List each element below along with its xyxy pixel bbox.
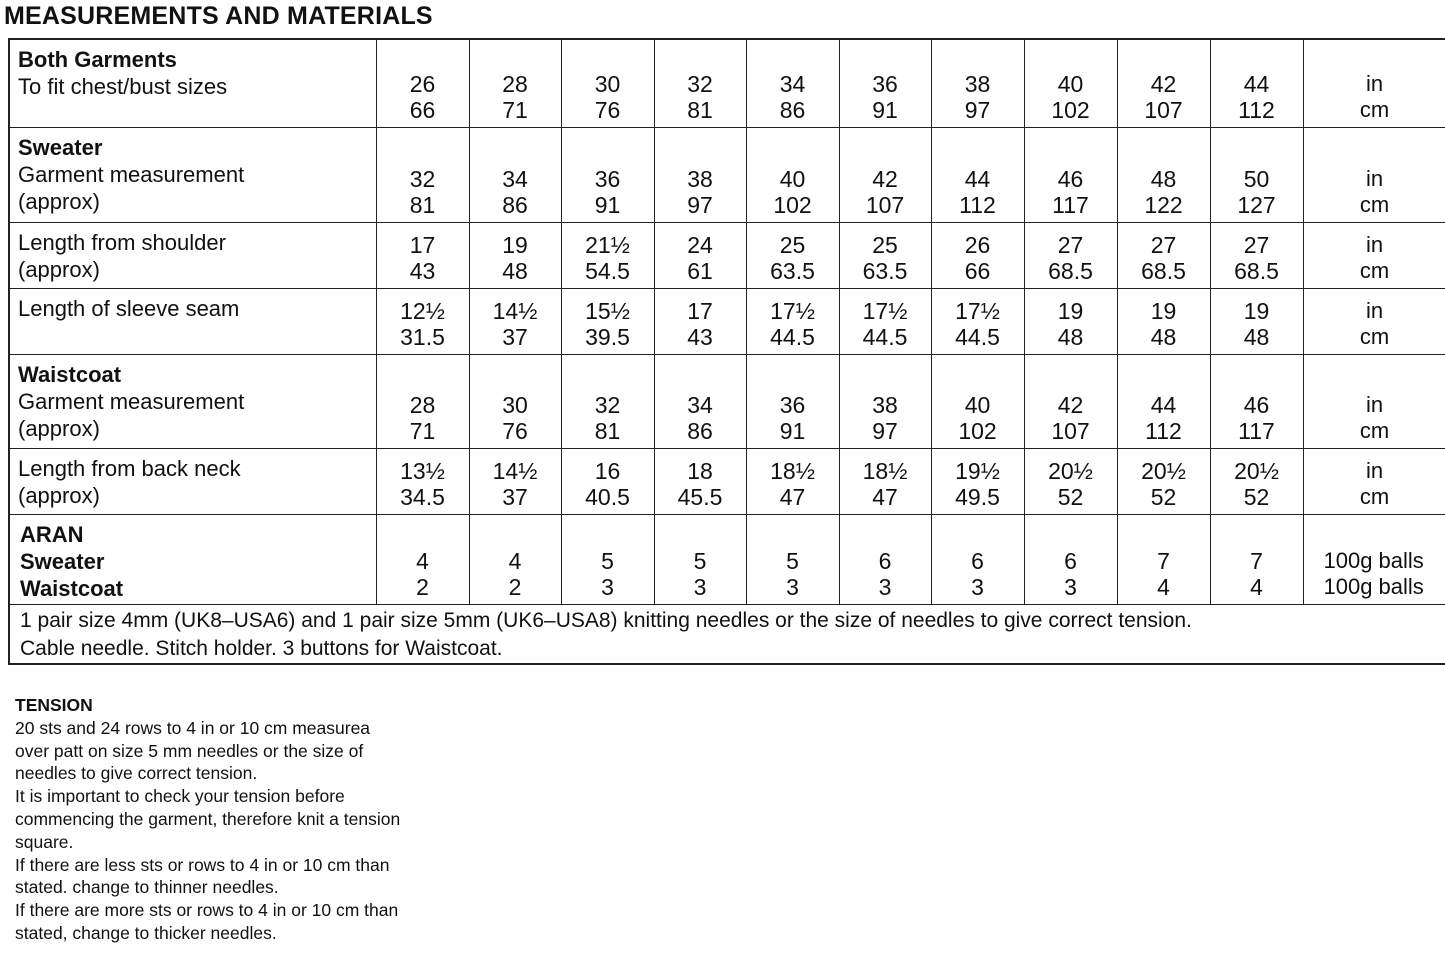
value-top: 32	[409, 165, 436, 192]
tension-heading: TENSION	[15, 695, 93, 715]
tension-line: 20 sts and 24 rows to 4 in or 10 cm measurea	[15, 717, 371, 738]
size-value-cell	[469, 448, 561, 514]
value-top: 28	[409, 391, 436, 418]
value-top: 40	[964, 391, 991, 418]
size-value-cell	[1210, 448, 1303, 514]
size-value-cell	[561, 514, 654, 604]
size-value-cell	[931, 448, 1024, 514]
table-row	[9, 288, 1445, 354]
row-label-cell	[9, 222, 376, 288]
needles-row	[9, 604, 1445, 664]
value-top: 6	[878, 547, 892, 574]
value-bottom: 68.5	[1234, 257, 1279, 284]
value-bottom: 97	[872, 417, 898, 444]
size-value-cell	[376, 514, 469, 604]
tension-line: over patt on size 5 mm needles or the size of	[15, 740, 364, 761]
size-value-cell	[1024, 39, 1117, 127]
value-bottom: 117	[1052, 191, 1089, 218]
value-top: 18½	[770, 457, 815, 484]
row-label: To fit chest/bust sizes	[18, 74, 228, 99]
row-label: Length from back neck	[18, 455, 241, 481]
value-bottom: 76	[502, 417, 528, 444]
value-bottom: 49.5	[955, 483, 1000, 510]
unit-bottom: cm	[1359, 417, 1390, 443]
size-value-cell	[376, 354, 469, 448]
value-top: 19½	[955, 457, 1000, 484]
tension-section	[15, 694, 495, 945]
value-bottom: 44.5	[955, 323, 1000, 350]
table-row	[9, 514, 1445, 604]
value-bottom: 66	[964, 257, 991, 284]
value-top: 26	[409, 70, 436, 97]
row-label: Sweater	[20, 548, 105, 574]
value-bottom: 2	[416, 573, 429, 600]
value-top: 44	[1243, 70, 1270, 97]
unit-bottom: 100g balls	[1323, 573, 1424, 599]
value-top: 14½	[492, 297, 538, 324]
unit-bottom: cm	[1359, 257, 1390, 283]
row-label: Length of sleeve seam	[18, 295, 240, 321]
value-top: 18½	[862, 457, 908, 484]
size-value-cell	[1117, 222, 1210, 288]
value-bottom: 52	[1057, 483, 1084, 510]
value-bottom: 52	[1150, 483, 1177, 510]
value-top: 44	[964, 165, 991, 192]
size-value-cell	[839, 288, 931, 354]
size-value-cell	[561, 127, 654, 222]
unit-cell	[1303, 127, 1445, 222]
value-top: 25	[779, 231, 806, 258]
size-value-cell	[561, 354, 654, 448]
value-top: 20½	[1048, 457, 1093, 484]
size-value-cell	[469, 39, 561, 127]
row-label-cell	[9, 39, 376, 127]
value-top: 7	[1157, 547, 1170, 574]
row-label-cell	[9, 448, 376, 514]
value-top: 42	[1150, 70, 1177, 97]
unit-cell	[1303, 448, 1445, 514]
value-top: 6	[971, 547, 984, 574]
value-bottom: 3	[971, 573, 984, 600]
size-value-cell	[746, 354, 839, 448]
row-label-cell	[9, 127, 376, 222]
value-bottom: 68.5	[1141, 257, 1186, 284]
unit-top: in	[1365, 391, 1384, 417]
table-row	[9, 354, 1445, 448]
tension-line: It is important to check your tension before	[15, 786, 345, 807]
row-label: Length from shoulder	[18, 229, 226, 255]
size-value-cell	[469, 222, 561, 288]
value-top: 32	[687, 70, 713, 97]
size-value-cell	[1117, 127, 1210, 222]
value-top: 50	[1243, 165, 1270, 192]
value-bottom: 81	[687, 96, 713, 123]
size-value-cell	[654, 127, 746, 222]
value-top: 28	[502, 70, 528, 97]
table-row	[9, 222, 1445, 288]
size-value-cell	[931, 127, 1024, 222]
value-top: 17	[409, 231, 436, 258]
unit-cell	[1303, 514, 1445, 604]
value-bottom: 122	[1144, 191, 1183, 218]
size-value-cell	[1117, 288, 1210, 354]
value-top: 17	[687, 297, 713, 324]
value-bottom: 91	[779, 417, 806, 444]
value-bottom: 40.5	[585, 483, 630, 510]
row-heading: ARAN	[20, 521, 84, 547]
size-value-cell	[654, 448, 746, 514]
size-value-cell	[376, 448, 469, 514]
value-top: 27	[1150, 231, 1177, 258]
value-top: 24	[687, 231, 713, 258]
value-bottom: 81	[409, 191, 436, 218]
value-top: 36	[594, 165, 621, 192]
size-value-cell	[654, 354, 746, 448]
size-value-cell	[1210, 222, 1303, 288]
value-bottom: 37	[502, 483, 528, 510]
value-bottom: 48	[1057, 323, 1084, 350]
size-value-cell	[839, 39, 931, 127]
value-top: 48	[1150, 165, 1177, 192]
value-top: 32	[594, 391, 621, 418]
value-top: 12½	[400, 297, 445, 324]
value-top: 6	[1064, 547, 1077, 574]
size-value-cell	[746, 514, 839, 604]
value-bottom: 66	[409, 96, 436, 123]
value-bottom: 4	[1250, 573, 1263, 600]
row-label-cell	[9, 354, 376, 448]
size-value-cell	[1024, 222, 1117, 288]
size-value-cell	[1117, 448, 1210, 514]
value-bottom: 34.5	[400, 483, 445, 510]
size-value-cell	[1117, 514, 1210, 604]
value-top: 19	[1057, 297, 1084, 324]
value-top: 30	[594, 70, 621, 97]
unit-cell	[1303, 288, 1445, 354]
value-top: 4	[416, 547, 429, 574]
value-top: 7	[1250, 547, 1263, 574]
value-bottom: 37	[502, 323, 528, 350]
size-value-cell	[469, 127, 561, 222]
table-row	[9, 127, 1445, 222]
value-bottom: 112	[1238, 96, 1275, 123]
value-bottom: 71	[409, 417, 436, 444]
size-value-cell	[746, 39, 839, 127]
size-value-cell	[1210, 288, 1303, 354]
size-value-cell	[654, 288, 746, 354]
size-value-cell	[746, 222, 839, 288]
row-label: (approx)	[18, 482, 100, 508]
size-value-cell	[839, 354, 931, 448]
size-value-cell	[839, 514, 931, 604]
size-value-cell	[746, 127, 839, 222]
value-top: 13½	[400, 457, 445, 484]
size-value-cell	[1024, 448, 1117, 514]
value-top: 27	[1243, 231, 1270, 258]
needles-cell	[9, 604, 1445, 664]
value-top: 40	[779, 165, 806, 192]
value-top: 19	[1243, 297, 1270, 324]
size-value-cell	[469, 514, 561, 604]
value-top: 16	[594, 457, 621, 484]
row-heading: Sweater	[18, 134, 103, 160]
size-value-cell	[376, 39, 469, 127]
row-label: (approx)	[18, 188, 100, 214]
size-value-cell	[1117, 354, 1210, 448]
value-bottom: 31.5	[400, 323, 445, 350]
value-bottom: 127	[1237, 191, 1276, 218]
tension-line: square.	[15, 831, 74, 852]
value-bottom: 44.5	[862, 323, 908, 350]
value-top: 4	[508, 547, 522, 574]
size-value-cell	[1210, 127, 1303, 222]
size-value-cell	[654, 222, 746, 288]
value-top: 36	[872, 70, 898, 97]
size-value-cell	[839, 222, 931, 288]
value-top: 36	[779, 391, 806, 418]
value-bottom: 97	[964, 96, 991, 123]
size-value-cell	[1210, 354, 1303, 448]
value-bottom: 45.5	[677, 483, 723, 510]
size-value-cell	[931, 288, 1024, 354]
value-bottom: 107	[1144, 96, 1183, 123]
row-heading: Both Garments	[18, 47, 177, 72]
value-bottom: 81	[594, 417, 621, 444]
row-label-cell	[9, 288, 376, 354]
unit-top: in	[1365, 297, 1384, 323]
value-top: 38	[687, 165, 713, 192]
value-top: 15½	[585, 297, 630, 324]
value-top: 30	[502, 391, 528, 418]
value-top: 19	[1150, 297, 1177, 324]
value-top: 19	[502, 231, 528, 258]
value-top: 20½	[1234, 457, 1279, 484]
row-label: Waistcoat	[20, 575, 124, 601]
value-top: 17½	[770, 297, 815, 324]
value-top: 26	[964, 231, 991, 258]
page-title: MEASUREMENTS AND MATERIALS	[4, 2, 433, 30]
value-bottom: 44.5	[770, 323, 815, 350]
size-value-cell	[1210, 514, 1303, 604]
unit-top: in	[1365, 231, 1384, 257]
size-value-cell	[654, 39, 746, 127]
size-value-cell	[469, 354, 561, 448]
needles-line: 1 pair size 4mm (UK8–USA6) and 1 pair size 5mm (UK6–USA8) knitting needles or the size of needles to give correct tension.	[20, 608, 1192, 632]
value-top: 18	[687, 457, 713, 484]
value-bottom: 102	[773, 191, 812, 218]
row-heading: Waistcoat	[18, 361, 122, 387]
value-top: 5	[601, 547, 614, 574]
size-value-cell	[1024, 127, 1117, 222]
value-top: 42	[872, 165, 898, 192]
value-bottom: 43	[687, 323, 713, 350]
size-value-cell	[561, 39, 654, 127]
value-bottom: 102	[1051, 96, 1090, 123]
size-value-cell	[931, 222, 1024, 288]
size-value-cell	[1210, 39, 1303, 127]
size-value-cell	[1117, 39, 1210, 127]
unit-bottom: cm	[1359, 96, 1390, 122]
value-top: 34	[687, 391, 713, 418]
value-top: 34	[502, 165, 528, 192]
value-bottom: 3	[601, 573, 614, 600]
table-row	[9, 39, 1445, 127]
value-bottom: 91	[594, 191, 621, 218]
value-bottom: 48	[1243, 323, 1270, 350]
tension-line: stated, change to thicker needles.	[15, 922, 277, 943]
tension-line: stated. change to thinner needles.	[15, 877, 279, 898]
value-bottom: 86	[687, 417, 713, 444]
row-label: Garment measurement	[18, 388, 245, 414]
unit-bottom: cm	[1359, 323, 1390, 349]
row-label: Garment measurement	[18, 161, 245, 187]
value-top: 25	[872, 231, 898, 258]
value-top: 38	[872, 391, 898, 418]
value-top: 17½	[955, 297, 1000, 324]
size-value-cell	[839, 448, 931, 514]
size-value-cell	[746, 448, 839, 514]
size-value-cell	[931, 514, 1024, 604]
value-bottom: 3	[878, 573, 892, 600]
unit-bottom: cm	[1359, 191, 1390, 217]
size-value-cell	[839, 127, 931, 222]
value-top: 20½	[1141, 457, 1186, 484]
value-top: 46	[1057, 165, 1084, 192]
value-bottom: 2	[508, 573, 522, 600]
value-bottom: 48	[1150, 323, 1177, 350]
needles-line: Cable needle. Stitch holder. 3 buttons for Waistcoat.	[20, 636, 503, 660]
value-bottom: 39.5	[585, 323, 630, 350]
unit-top: in	[1365, 457, 1384, 483]
value-bottom: 76	[594, 96, 621, 123]
size-value-cell	[376, 288, 469, 354]
value-top: 42	[1057, 391, 1084, 418]
measurements-table	[8, 38, 1445, 665]
value-top: 5	[693, 547, 707, 574]
value-top: 40	[1057, 70, 1084, 97]
size-value-cell	[654, 514, 746, 604]
tension-line: If there are more sts or rows to 4 in or 10 cm than	[15, 900, 399, 921]
size-value-cell	[561, 448, 654, 514]
size-value-cell	[469, 288, 561, 354]
size-value-cell	[561, 288, 654, 354]
value-bottom: 52	[1243, 483, 1270, 510]
size-value-cell	[376, 127, 469, 222]
unit-cell	[1303, 222, 1445, 288]
value-bottom: 112	[1145, 417, 1182, 444]
value-bottom: 43	[409, 257, 436, 284]
size-value-cell	[1024, 354, 1117, 448]
value-bottom: 117	[1238, 417, 1275, 444]
tension-line: needles to give correct tension.	[15, 763, 258, 784]
value-top: 46	[1243, 391, 1270, 418]
value-top: 27	[1057, 231, 1084, 258]
value-bottom: 86	[779, 96, 806, 123]
size-value-cell	[561, 222, 654, 288]
value-bottom: 97	[687, 191, 713, 218]
value-top: 34	[779, 70, 806, 97]
value-top: 17½	[862, 297, 908, 324]
tension-line: If there are less sts or rows to 4 in or 10 cm than	[15, 854, 390, 875]
table-row	[9, 448, 1445, 514]
value-top: 5	[786, 547, 799, 574]
unit-top: 100g balls	[1323, 547, 1424, 573]
value-bottom: 102	[958, 417, 997, 444]
size-value-cell	[931, 354, 1024, 448]
size-value-cell	[746, 288, 839, 354]
value-bottom: 68.5	[1048, 257, 1093, 284]
row-label-cell	[9, 514, 376, 604]
value-bottom: 107	[865, 191, 905, 218]
value-bottom: 71	[502, 96, 528, 123]
value-bottom: 3	[1064, 573, 1077, 600]
value-bottom: 63.5	[862, 257, 908, 284]
value-bottom: 54.5	[585, 257, 630, 284]
size-value-cell	[931, 39, 1024, 127]
value-bottom: 112	[959, 191, 996, 218]
unit-top: in	[1365, 70, 1384, 96]
unit-bottom: cm	[1359, 483, 1390, 509]
unit-cell	[1303, 354, 1445, 448]
value-bottom: 47	[872, 483, 898, 510]
row-label: (approx)	[18, 415, 100, 441]
value-bottom: 3	[693, 573, 707, 600]
size-value-cell	[376, 222, 469, 288]
value-bottom: 4	[1157, 573, 1170, 600]
value-bottom: 86	[502, 191, 528, 218]
value-top: 21½	[585, 231, 630, 258]
value-bottom: 91	[872, 96, 898, 123]
value-bottom: 61	[687, 257, 713, 284]
size-value-cell	[1024, 288, 1117, 354]
value-top: 38	[964, 70, 991, 97]
unit-cell	[1303, 39, 1445, 127]
row-label: (approx)	[18, 256, 100, 282]
value-top: 14½	[492, 457, 538, 484]
value-bottom: 63.5	[770, 257, 815, 284]
value-top: 44	[1150, 391, 1177, 418]
value-bottom: 3	[786, 573, 799, 600]
unit-top: in	[1365, 165, 1384, 191]
value-bottom: 48	[502, 257, 528, 284]
value-bottom: 107	[1051, 417, 1090, 444]
value-bottom: 47	[779, 483, 806, 510]
size-value-cell	[1024, 514, 1117, 604]
tension-line: commencing the garment, therefore knit a tension	[15, 808, 401, 829]
